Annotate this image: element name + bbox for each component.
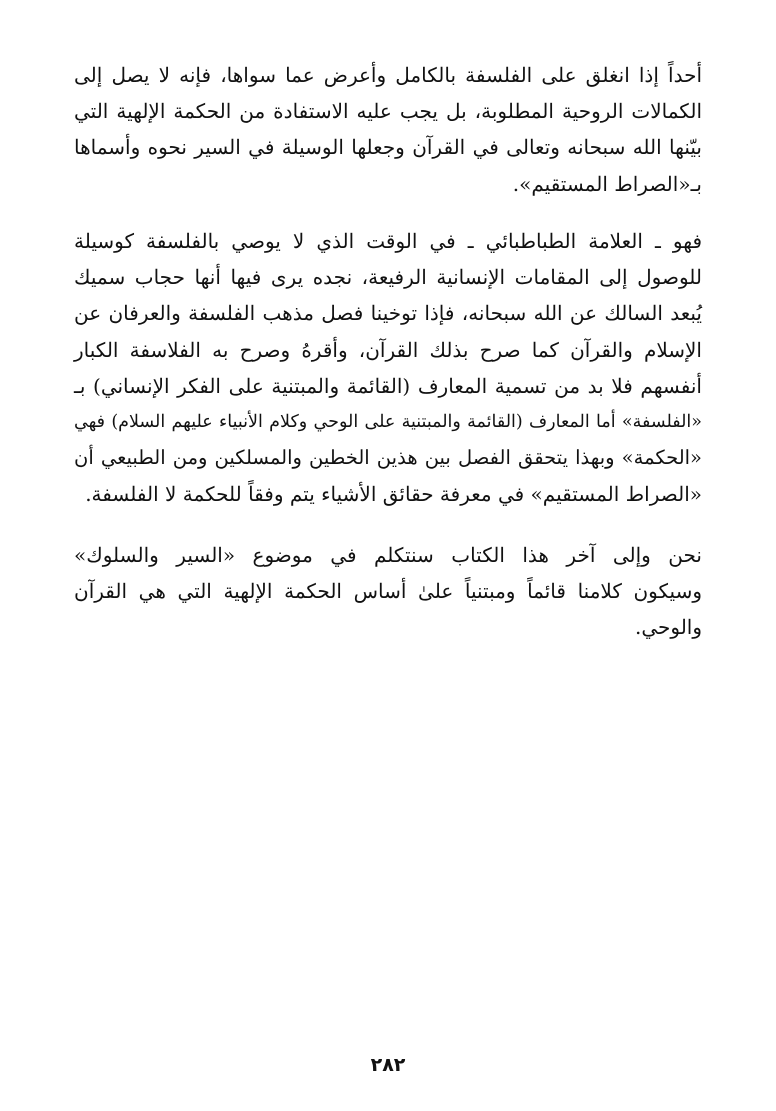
paragraph-3: [74, 537, 702, 646]
paragraph-2: [74, 223, 702, 513]
page-number: ٢٨٢: [370, 1054, 406, 1076]
paragraph-2-line-2: للوصول إلى المقامات الإنسانية الرفيعة، نجده يرى فيها أنها حجاب سميك: [74, 265, 702, 290]
paragraph-3-line-1: نحن وإلى آخر هذا الكتاب سنتكلم في موضوع «السير والسلوك»: [74, 543, 702, 567]
paragraph-1-line-3: بيّنها الله سبحانه وتعالى في القرآن وجعلها الوسيلة في السير نحوه وأسماها: [74, 135, 702, 160]
paragraph-1-line-2: الكمالات الروحية المطلوبة، بل يجب عليه الاستفادة من الحكمة الإلهية التي: [74, 99, 702, 124]
paragraph-2-line-5: أنفسهم فلا بد من تسمية المعارف (القائمة والمبتنية على الفكر الإنساني) بـ: [74, 373, 702, 398]
paragraph-3-line-2: وسيكون كلامنا قائماً ومبتنياً علىٰ أساس الحكمة الإلهية التي هي القرآن: [74, 579, 702, 604]
paragraph-1: [74, 57, 702, 202]
paragraph-3-line-3: والوحي.: [634, 615, 702, 640]
paragraph-2-line-3: يُبعد السالك عن الله سبحانه، فإذا توخينا فصل مذهب الفلسفة والعرفان عن: [74, 301, 702, 326]
paragraph-1-line-1: أحداً إذا انغلق على الفلسفة بالكامل وأعرض عما سواها، فإنه لا يصل إلى: [74, 63, 702, 87]
paragraph-1-line-4: بـ«الصراط المستقيم».: [512, 171, 702, 196]
paragraph-2-line-7: «الحكمة» وبهذا يتحقق الفصل بين هذين الخطين والمسلكين ومن الطبيعي أن: [74, 446, 702, 470]
paragraph-2-line-6: «الفلسفة» أما المعارف (القائمة والمبتنية على الوحي وكلام الأنبياء عليهم السلام) فهي: [74, 412, 702, 433]
paragraph-2-line-8: «الصراط المستقيم» في معرفة حقائق الأشياء يتم وفقاً للحكمة لا الفلسفة.: [85, 482, 702, 507]
paragraph-2-line-1: فهو ـ العلامة الطباطبائي ـ في الوقت الذي لا يوصي بالفلسفة كوسيلة: [74, 229, 702, 253]
paragraph-2-line-4: الإسلام والقرآن كما صرح بذلك القرآن، وأقرهُ وصرح به الفلاسفة الكبار: [74, 337, 702, 362]
